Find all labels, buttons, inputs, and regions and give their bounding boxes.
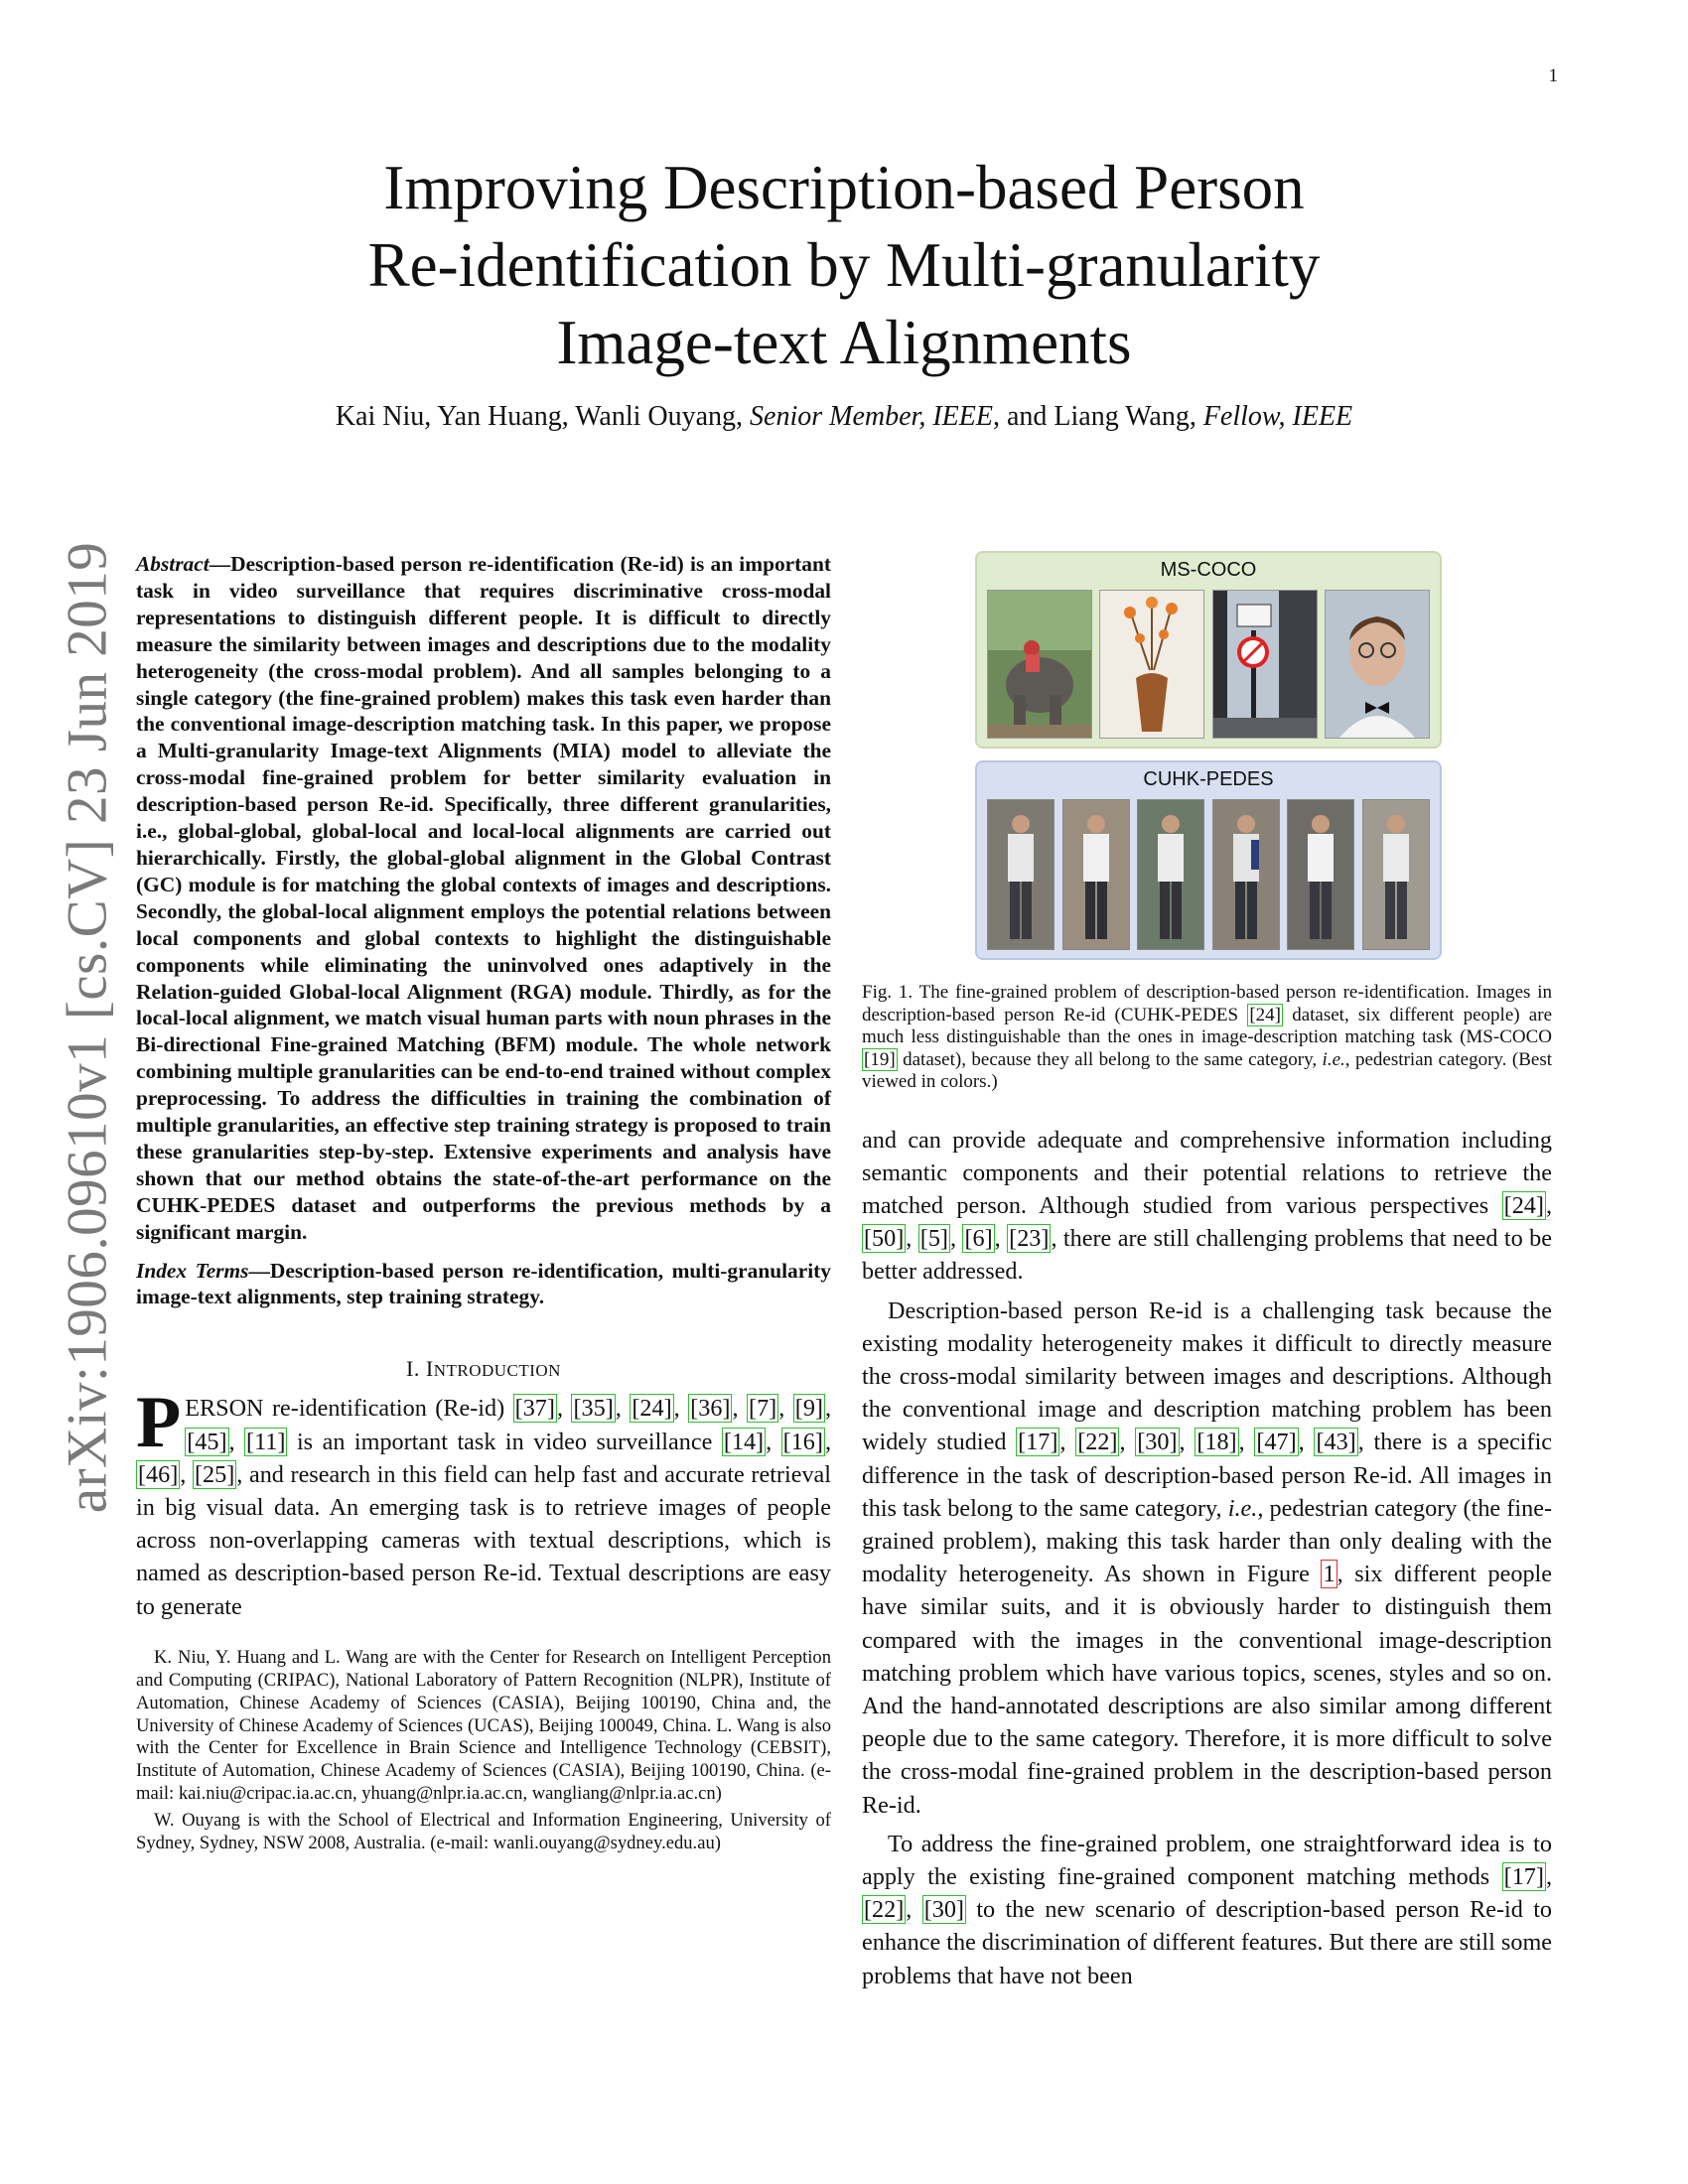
section-title-rest: NTRODUCTION [433,1361,561,1381]
intro-text-1: ERSON re-identification (Re-id) [185,1395,513,1423]
right-column-body [862,1124,1552,1992]
portrait-photo [1325,590,1430,739]
pedestrian-photo-4 [1212,799,1280,950]
citation-link[interactable]: [35] [573,1395,614,1423]
figure-reference-link[interactable]: 1 [1323,1561,1336,1588]
citation-link[interactable]: [47] [1256,1429,1297,1456]
citation-link[interactable]: [30] [923,1896,964,1924]
section-numeral: I. [406,1356,426,1382]
citation-link[interactable]: [17] [1503,1862,1544,1890]
citation-link[interactable]: [25] [194,1460,235,1488]
citation-link[interactable]: [7] [749,1395,777,1423]
figure-1 [975,551,1442,960]
intro-text-2: is an important task in video surveillance [287,1428,722,1455]
citation-link[interactable]: [30] [1137,1429,1178,1456]
drop-cap: P [136,1382,182,1464]
caption-text-2: dataset, six different people) are much less distinguishable than the ones in image-description matching task (MS-COCO [862,1004,1552,1047]
citation-link[interactable]: [17] [1018,1429,1058,1456]
cuhk-pedes-image-row [987,799,1430,948]
paragraph-3: To address the fine-grained problem, one straightforward idea is to apply the existing fine-grained component matching methods [17], [22], [30] to the new scenario of description-based person Re-id to enhance the discrimination of different features. But there are still some problems that have not been [862,1830,1553,1989]
citation-link[interactable]: [9] [794,1395,823,1423]
right-column [862,551,1552,1992]
citation-link[interactable]: [22] [1077,1429,1118,1456]
ms-coco-label: MS-COCO [1160,559,1257,581]
title-line-2: Re-identification by Multi-granularity [367,230,1321,300]
paragraph-text: To address the fine-grained problem, one straightforward idea is to apply the existing fine-grained component matching methods [862,1830,1552,1890]
pedestrian-photo-2 [1062,799,1130,950]
authors-part-1: Kai Niu, Yan Huang, Wanli Ouyang, [335,401,751,432]
left-column [136,551,831,1859]
index-terms-text: —Description-based person re-identification, multi-granularity image-text alignments, step training strategy. [136,1258,832,1309]
citation-link[interactable]: [24] [632,1395,672,1423]
abstract-heading: Abstract [136,552,210,576]
title-line-1: Improving Description-based Person [383,153,1305,222]
street-sign-photo [1212,590,1318,739]
author-role-2: Fellow, IEEE [1202,401,1353,432]
citation-link[interactable]: [46] [138,1460,179,1488]
abstract [136,551,831,1246]
paragraph-text: , there is a specific difference in the task of description-based person Re-id. All images in this task belong to the same category, [862,1429,1553,1522]
paragraph-text: , there are still challenging problems that need to be better addressed. [862,1225,1552,1286]
paper-title [0,149,1688,381]
index-terms-heading: Index Terms [136,1258,249,1283]
footnote-affiliation-1: K. Niu, Y. Huang and L. Wang are with the Center for Research on Intelligent Perception and Computing (CRIPAC), National Laboratory of Pattern Recognition (NLPR), Institute of Automation, Chinese Academy of Sciences (CASIA), Beijing 100190, China and, the University of Chinese Academy of Sciences (UCAS), Beijing 100049, China. L. Wang is also with the Center for Excellence in Brain Science and Intelligence Technology (CEBSIT), Institute of Automation, Chinese Academy of Sciences (CASIA), Beijing 100190, China. (e-mail: kai.niu@cripac.ia.ac.cn, yhuang@nlpr.ia.ac.cn, wangliang@nlpr.ia.ac.cn) [136,1646,831,1805]
paragraph-1: and can provide adequate and comprehensive information including semantic components and their potential relations to retrieve the matched person. Although studied from various perspectives [24], [50], [5], [6], [23], there are still challenging problems that need to be better addressed. [862,1126,1552,1286]
ms-coco-panel [975,551,1442,749]
citation-link[interactable]: [5] [919,1225,948,1253]
citation-link[interactable]: [24] [1249,1004,1281,1025]
citation-link[interactable]: [23] [1009,1225,1050,1253]
citation-link[interactable]: [11] [246,1428,286,1455]
figure-1-caption [862,982,1552,1094]
pedestrian-photo-6 [1362,799,1430,950]
pedestrian-photo-3 [1137,799,1204,950]
citation-link[interactable]: [37] [514,1395,555,1423]
paragraph-text: to the new scenario of description-based person Re-id to enhance the discrimination of different features. But there are still some problems that have not been [862,1896,1553,1989]
authors-part-2: , and Liang Wang, [992,401,1203,432]
arxiv-identifier: arXiv:1906.09610v1 [cs.CV] 23 Jun 2019 [56,541,119,1514]
caption-text-4: , pedestrian category. (Best viewed in colors.) [862,1048,1552,1092]
author-role-1: Senior Member, IEEE [750,401,993,432]
caption-text-1: Fig. 1. The fine-grained problem of description-based person re-identification. Images in description-based person Re-id (CUHK-PEDES [862,982,1552,1025]
page-number: 1 [1548,66,1558,86]
abstract-text: —Description-based person re-identification (Re-id) is an important task in video surveillance that requires discriminative cross-modal representations to distinguish different people. It is difficult to directly measure the similarity between images and descriptions due to the modality heterogeneity (the cross-modal problem). And all samples belonging to a single category (the fine-grained problem) makes this task even harder than the conventional image-description matching task. In this paper, we propose a Multi-granularity Image-text Alignments (MIA) model to alleviate the cross-modal fine-grained problem for better similarity evaluation in description-based person Re-id. Specifically, three different granularities, i.e., global-global, global-local and local-local alignments are carried out hierarchically. Firstly, the global-global alignment in the Global Contrast (GC) module is for matching the global contexts of images and descriptions. Secondly, the global-local alignment employs the potential relations between local components and global contexts to highlight the distinguishable components while eliminating the uninvolved ones adaptively in the Relation-guided Global-local Alignment (RGA) module. Thirdly, as for the local-local alignment, we match visual human parts with noun phrases in the Bi-directional Fine-grained Matching (BFM) module. The whole network combining multiple granularities can be end-to-end trained without complex preprocessing. To address the difficulties in training the combination of multiple granularities, an effective step training strategy is proposed to train these granularities step-by-step. Extensive experiments and analysis have shown that our method obtains the state-of-the-art performance on the CUHK-PEDES dataset and outperforms the previous methods by a significant margin. [136,552,831,1244]
citation-link[interactable]: [18] [1196,1429,1237,1456]
author-list [0,401,1688,433]
paragraph-text: and can provide adequate and comprehensive information including semantic components and their potential relations to retrieve the matched person. Although studied from various perspectives [862,1126,1552,1219]
pedestrian-photo-5 [1287,799,1354,950]
title-line-3: Image-text Alignments [556,308,1132,377]
cuhk-pedes-label: CUHK-PEDES [1143,768,1274,790]
affiliation-footnotes [136,1647,831,1855]
citation-link[interactable]: [19] [864,1048,896,1070]
caption-ie: i.e. [1322,1048,1345,1070]
elephant-photo [987,590,1092,739]
pedestrian-photo-1 [987,799,1055,950]
citation-link[interactable]: [24] [1503,1191,1544,1219]
citation-link[interactable]: [22] [864,1896,905,1924]
footnote-affiliation-2: W. Ouyang is with the School of Electrical and Information Engineering, University of Sydney, Sydney, NSW 2008, Australia. (e-mail: wanli.ouyang@sydney.edu.au) [136,1810,831,1854]
paragraph-text: , pedestrian category (the fine-grained problem), making this task harder than only dealing with the modality heterogeneity. As shown in Figure [862,1494,1552,1588]
paragraph-2: Description-based person Re-id is a challenging task because the existing modality heterogeneity makes it difficult to directly measure the cross-modal similarity between images and descriptions. Although the conventional image and description matching problem has been widely studied [17], [22], [30], [18], [47], [43], there is a specific difference in the task of description-based person Re-id. All images in this task belong to the same category, i.e., pedestrian category (the fine-grained problem), making this task harder than only dealing with the modality heterogeneity. As shown in Figure 1, six different people have similar suits, and it is obviously harder to distinguish them compared with the images in the conventional image-description matching problem which have various topics, scenes, styles and so on. And the hand-annotated descriptions are also similar among different people due to the same category. Therefore, it is more difficult to solve the cross-modal fine-grained problem in the description-based person Re-id. [862,1297,1553,1819]
vase-photo [1099,590,1204,739]
intro-text-3: , and research in this field can help fast and accurate retrieval in big visual data. An emerging task is to retrieve images of people across non-overlapping cameras with textual descriptions, which is named as description-based person Re-id. Textual descriptions are easy to generate [136,1460,831,1620]
intro-paragraph: PERSON re-identification (Re-id) [37], [35], [24], [36], [7], [9], [45], [11] is an important task in video surveillance [14], [16], [46], [25], and research in this field can help fast and accurate retrieval in big visual data. An emerging task is to retrieve images of people across non-overlapping cameras with textual descriptions, which is named as description-based person Re-id. Textual descriptions are easy to generate [136,1382,832,1620]
citation-link[interactable]: [16] [782,1428,823,1455]
ms-coco-image-row [987,590,1430,737]
citation-link[interactable]: [43] [1316,1429,1356,1456]
citation-link[interactable]: [45] [187,1428,227,1455]
cuhk-pedes-panel [975,760,1442,960]
paragraph-text: , six different people have similar suits, and it is obviously harder to distinguish them compared with the images in the conventional image-description matching problem which have various topics, scenes, styles and so on. And the hand-annotated descriptions are also similar among different people due to the same category. Therefore, it is more difficult to solve the cross-modal fine-grained problem in the description-based person Re-id. [862,1561,1553,1819]
citation-link[interactable]: [36] [690,1395,731,1423]
index-terms [136,1258,831,1311]
citation-link[interactable]: [14] [723,1428,765,1455]
citation-link[interactable]: [6] [964,1225,993,1253]
section-title-first: I [425,1356,434,1382]
paragraph-text: Description-based person Re-id is a challenging task because the existing modality heterogeneity makes it difficult to directly measure the cross-modal similarity between images and descriptions. Although the conventional image and description matching problem has been widely studied [862,1297,1552,1456]
paragraph-ie: i.e. [1227,1494,1258,1522]
citation-link[interactable]: [50] [864,1225,905,1253]
section-heading-introduction [136,1356,831,1382]
caption-text-3: dataset), because they all belong to the same category, [897,1048,1323,1070]
